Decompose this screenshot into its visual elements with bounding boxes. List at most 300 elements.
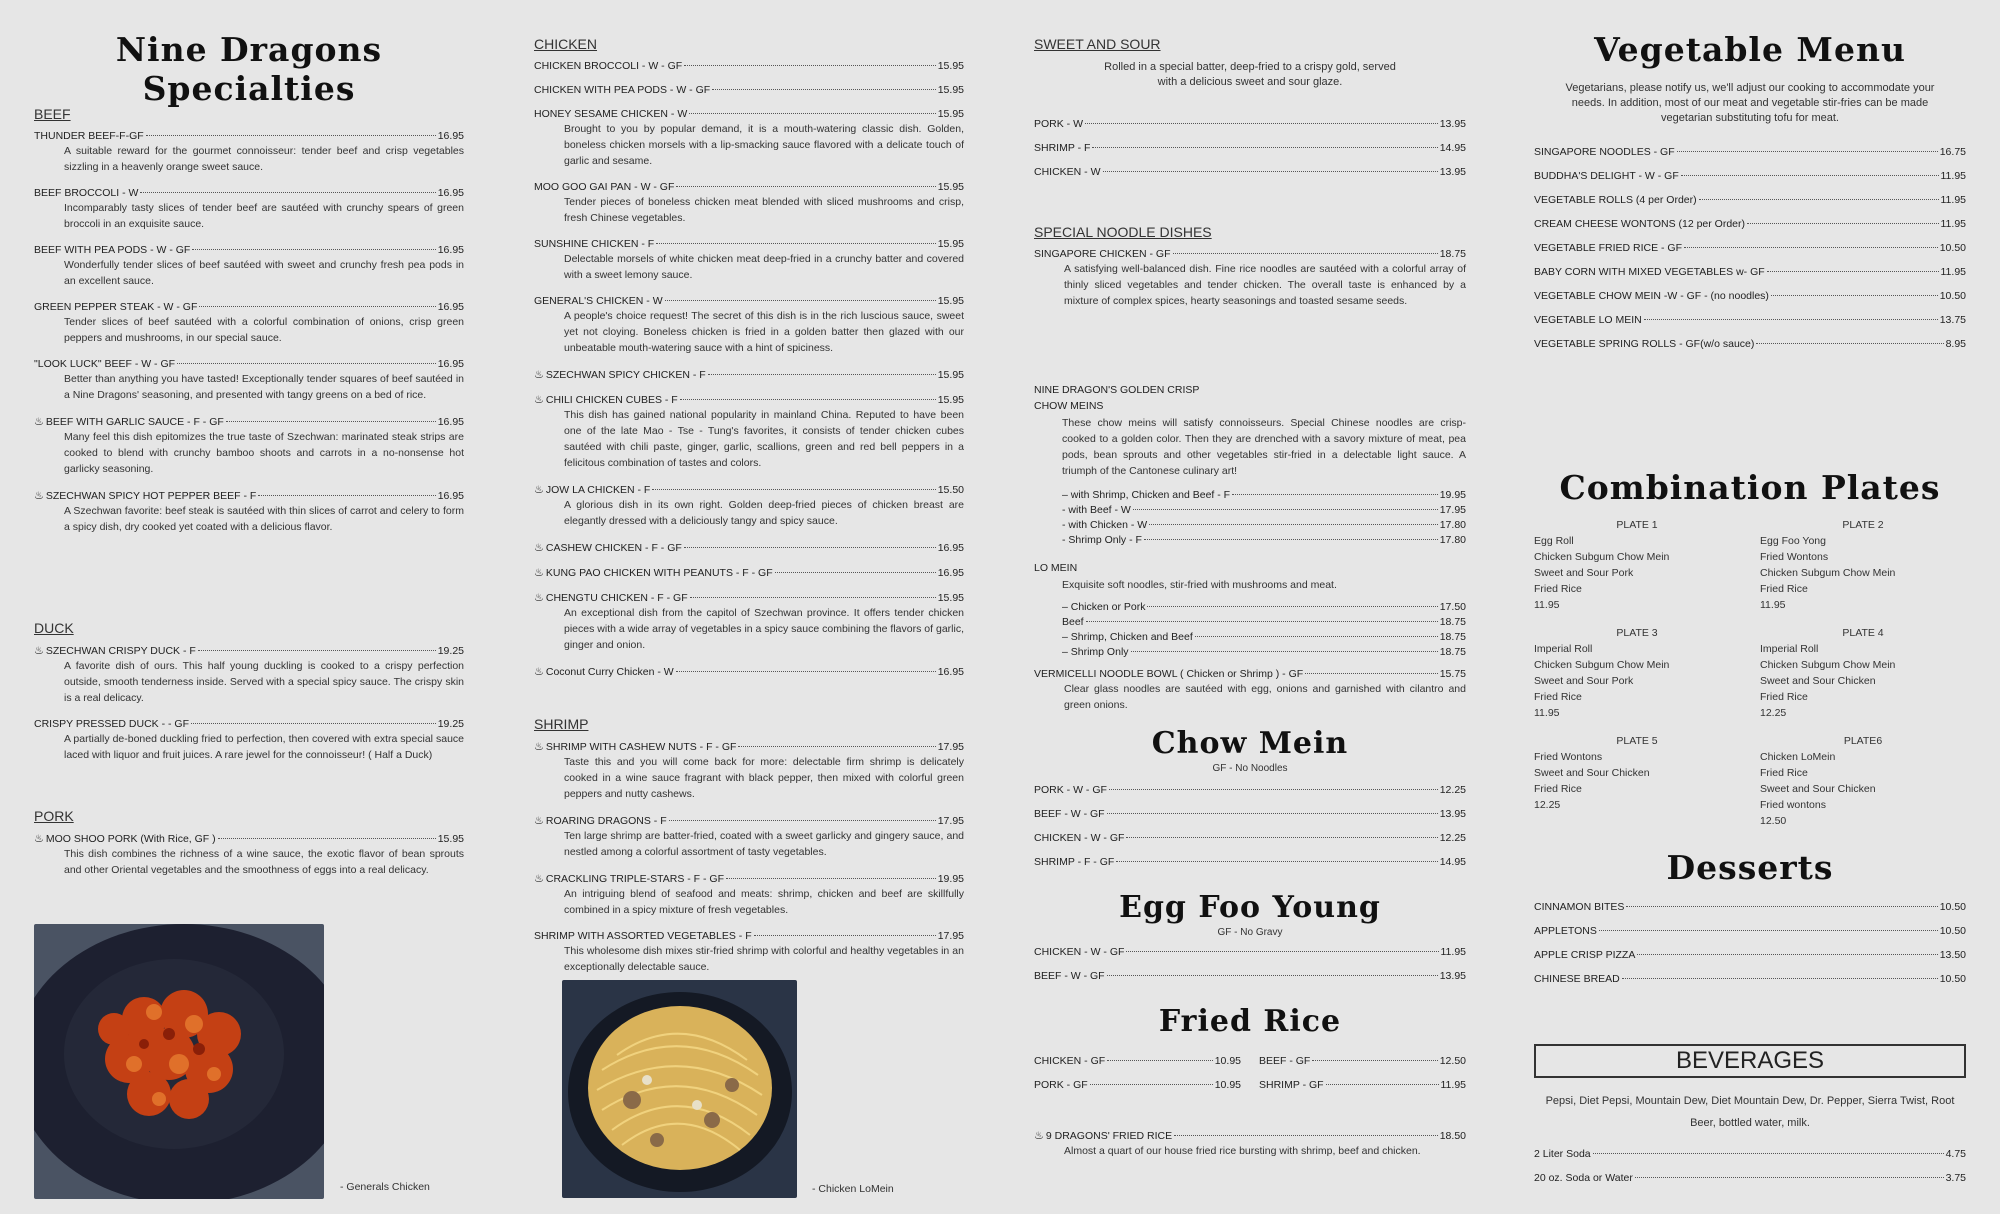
dot-leader xyxy=(1086,621,1438,622)
item-price: 12.25 xyxy=(1439,784,1466,796)
dot-leader xyxy=(1109,789,1438,790)
menu-item xyxy=(1034,808,1466,820)
item-name: CASHEW CHICKEN - F - GF xyxy=(545,542,682,554)
dot-leader xyxy=(1747,223,1938,224)
item-desc: A Szechwan favorite: beef steak is sautéed with thin slices of carrot and celery to form a spicy dish, dry cooked yet coated with a delicious flavor. xyxy=(64,505,464,533)
chicken-lomein-caption: - Chicken LoMein xyxy=(812,1183,894,1195)
item-price: 15.95 xyxy=(937,394,964,406)
item-price: 15.95 xyxy=(937,84,964,96)
pork-section xyxy=(34,808,464,890)
dot-leader xyxy=(690,597,936,598)
item-price: 18.50 xyxy=(1439,1130,1466,1142)
item-price: 15.95 xyxy=(937,108,964,120)
menu-item xyxy=(1034,1055,1241,1067)
menu-item xyxy=(1534,194,1966,206)
item-name: CRISPY PRESSED DUCK - - GF xyxy=(34,718,189,730)
item-name: APPLETONS xyxy=(1534,925,1597,937)
menu-item xyxy=(1259,1055,1466,1067)
item-name: – Shrimp, Chicken and Beef xyxy=(1062,631,1193,643)
item-price: 19.25 xyxy=(437,718,464,730)
item-name: BEEF WITH GARLIC SAUCE - F - GF xyxy=(45,416,224,428)
item-desc: Wonderfully tender slices of beef sautéed with sweet and crunchy fresh pea pods in an excellent sauce. xyxy=(64,259,464,287)
plate-label: PLATE 2 xyxy=(1842,519,1884,531)
dot-leader xyxy=(676,671,936,672)
item-desc: An intriguing blend of seafood and meats: shrimp, chicken and beef are skillfully combined in a spicy mixture of fresh vegetables. xyxy=(564,888,964,916)
dot-leader xyxy=(738,746,935,747)
menu-item xyxy=(534,181,964,226)
item-name: SUNSHINE CHICKEN - F xyxy=(534,238,655,250)
menu-item xyxy=(1062,534,1466,546)
column-chicken-shrimp xyxy=(534,0,964,1214)
item-price: 11.95 xyxy=(1940,194,1966,206)
dot-leader xyxy=(1699,199,1939,200)
menu-item xyxy=(1534,1148,1966,1160)
menu-item xyxy=(1034,1079,1241,1091)
item-name: "LOOK LUCK" BEEF - W - GF xyxy=(34,358,176,370)
item-name: CHICKEN WITH PEA PODS - W - GF xyxy=(534,84,711,96)
item-price: 12.50 xyxy=(1439,1055,1466,1067)
menu-item xyxy=(1034,856,1466,868)
menu-item xyxy=(1534,146,1966,158)
menu-item xyxy=(1034,970,1466,982)
item-price: 16.95 xyxy=(437,244,464,256)
plate-line: 11.95 xyxy=(1534,707,1560,719)
plate-line: Fried Wontons xyxy=(1534,751,1603,763)
item-price: 16.95 xyxy=(937,567,964,579)
item-price: 19.95 xyxy=(1439,489,1466,501)
dot-leader xyxy=(1149,524,1438,525)
item-desc: A glorious dish in its own right. Golden deep-fried pieces of chicken breast are elegantly dressed with a deliciously tangy and spicy sauce. xyxy=(564,499,964,527)
spicy-icon: ♨ xyxy=(534,815,544,827)
plate-line: Fried wontons xyxy=(1760,799,1826,811)
dot-leader xyxy=(1771,295,1938,296)
item-price: 3.75 xyxy=(1945,1172,1966,1184)
spicy-icon: ♨ xyxy=(534,484,544,496)
item-desc: A people's choice request! The secret of this dish is in the rich luscious sauce, sweet yet not cloying. Boneless chicken is fried in a golden batter then glazed with our unbeatable mouth-watering sauce with a hint of spiciness. xyxy=(564,310,964,354)
lomein-title: LO MEIN xyxy=(1034,562,1078,574)
veg-section xyxy=(1534,30,1966,362)
chicken-lomein-photo xyxy=(562,980,797,1198)
item-name: SHRIMP - F xyxy=(1034,142,1091,154)
eggfoo-list xyxy=(1034,946,1466,982)
plate-line: Egg Roll xyxy=(1534,535,1574,547)
dot-leader xyxy=(1107,813,1438,814)
item-name: - with Chicken - W xyxy=(1062,519,1148,531)
item-desc: Ten large shrimp are batter-fried, coated with a sweet garlicky and gingery sauce, and nestled among a colorful assortment of tasty vegetables. xyxy=(564,830,964,858)
beef-list xyxy=(34,130,464,535)
dot-leader xyxy=(1090,1084,1213,1085)
spicy-icon: ♨ xyxy=(534,666,544,678)
friedrice-section xyxy=(1034,1004,1466,1171)
item-name: CHILI CHICKEN CUBES - F xyxy=(545,394,678,406)
item-name: VEGETABLE SPRING ROLLS - GF(w/o sauce) xyxy=(1534,338,1755,350)
menu-item xyxy=(34,187,464,232)
menu-item xyxy=(534,60,964,72)
spicy-icon: ♨ xyxy=(34,416,44,428)
column-specialties xyxy=(34,0,464,1214)
item-price: 16.95 xyxy=(437,416,464,428)
plate-line: Fried Wontons xyxy=(1760,551,1829,563)
combo-plate xyxy=(1760,517,1966,613)
item-desc: A suitable reward for the gourmet connoisseur: tender beef and crisp vegetables sizzling in a heavenly orange sweet sauce. xyxy=(64,145,464,173)
plate-line: 12.50 xyxy=(1760,815,1787,827)
item-name: VEGETABLE ROLLS (4 per Order) xyxy=(1534,194,1697,206)
menu-item xyxy=(1534,338,1966,350)
item-price: 11.95 xyxy=(1940,266,1966,278)
item-name: SINGAPORE NOODLES - GF xyxy=(1534,146,1675,158)
chowmein-section xyxy=(1034,726,1466,880)
dot-leader xyxy=(258,495,435,496)
item-price: 15.95 xyxy=(937,181,964,193)
combo-plate xyxy=(1760,733,1966,829)
plate-line: Sweet and Sour Chicken xyxy=(1760,783,1876,795)
menu-item xyxy=(34,832,464,878)
item-price: 8.95 xyxy=(1945,338,1966,350)
sweet-sour-heading: SWEET AND SOUR xyxy=(1034,36,1161,52)
plate-line: Fried Rice xyxy=(1760,583,1808,595)
item-price: 11.95 xyxy=(1940,218,1966,230)
dot-leader xyxy=(1133,509,1438,510)
item-name: 2 Liter Soda xyxy=(1534,1148,1591,1160)
golden-crisp-desc: These chow meins will satisfy connoisseurs. Special Chinese noodles are crisp-cooked to a golden color. Then they are drenched with a savory mixture of meat, pea pods, bean sprouts and other vegetables stir-fried in a delectable light sauce. A triumph of the Cantonese culinary art! xyxy=(1062,417,1466,477)
item-desc: Incomparably tasty slices of tender beef are sautéed with crunchy spears of green broccoli in an exquisite sauce. xyxy=(64,202,464,230)
menu-item xyxy=(534,566,964,579)
item-price: 15.95 xyxy=(937,238,964,250)
menu-item xyxy=(534,393,964,471)
item-name: SHRIMP - F - GF xyxy=(1034,856,1115,868)
menu-item xyxy=(1534,949,1966,961)
dot-leader xyxy=(680,399,936,400)
menu-item xyxy=(1062,601,1466,613)
item-price: 11.95 xyxy=(1440,1079,1466,1091)
menu-item xyxy=(534,740,964,802)
dot-leader xyxy=(669,820,936,821)
item-desc: Better than anything you have tasted! Exceptionally tender squares of beef sautéed in a Nine Dragons' seasoning, and presented with tangy greens on a bed of rice. xyxy=(64,373,464,401)
item-price: 15.95 xyxy=(437,833,464,845)
dot-leader xyxy=(1593,1153,1944,1154)
dot-leader xyxy=(1147,606,1437,607)
item-name: CHICKEN BROCCOLI - W - GF xyxy=(534,60,683,72)
plate-line: Fried Rice xyxy=(1534,783,1582,795)
plate-line: Chicken Subgum Chow Mein xyxy=(1760,659,1896,671)
eggfoo-title: Egg Foo Young xyxy=(1119,890,1381,925)
menu-item xyxy=(1534,170,1966,182)
dot-leader xyxy=(1107,1060,1213,1061)
item-price: 13.75 xyxy=(1939,314,1966,326)
item-price: 10.95 xyxy=(1214,1079,1241,1091)
menu-item xyxy=(1534,973,1966,985)
item-name: SHRIMP WITH ASSORTED VEGETABLES - F xyxy=(534,930,752,942)
item-price: 4.75 xyxy=(1945,1148,1966,1160)
shrimp-section xyxy=(534,716,964,987)
menu-item xyxy=(534,665,964,678)
item-name: JOW LA CHICKEN - F xyxy=(545,484,651,496)
pork-list xyxy=(34,832,464,878)
noodle-heading: SPECIAL NOODLE DISHES xyxy=(1034,224,1212,240)
dot-leader xyxy=(1637,954,1937,955)
chicken-section xyxy=(534,36,964,690)
item-name: BUDDHA'S DELIGHT - W - GF xyxy=(1534,170,1679,182)
plate-label: PLATE 4 xyxy=(1842,627,1884,639)
item-desc: This dish has gained national popularity in mainland China. Reputed to have been one of the late Mao - Tse - Tung's favorites, it consists of tender chicken cubes sautéed with chili paste, ginger, garlic, scallions, green and red bell peppers in a felicitous combination of tastes and colors. xyxy=(564,409,964,469)
spicy-icon: ♨ xyxy=(534,394,544,406)
golden-crisp-section xyxy=(1034,382,1466,549)
item-name: SHRIMP - GF xyxy=(1259,1079,1324,1091)
dot-leader xyxy=(1767,271,1939,272)
dot-leader xyxy=(726,878,936,879)
item-name: CHICKEN - W - GF xyxy=(1034,946,1125,958)
menu-item xyxy=(1534,266,1966,278)
plate-label: PLATE 5 xyxy=(1616,735,1658,747)
dot-leader xyxy=(665,300,936,301)
dot-leader xyxy=(1312,1060,1437,1061)
dot-leader xyxy=(656,243,936,244)
menu-item xyxy=(534,108,964,169)
dot-leader xyxy=(146,135,436,136)
menu-item xyxy=(534,872,964,918)
spicy-icon: ♨ xyxy=(534,873,544,885)
item-name: CREAM CHEESE WONTONS (12 per Order) xyxy=(1534,218,1746,230)
eggfoo-section xyxy=(1034,890,1466,994)
item-desc: Almost a quart of our house fried rice bursting with shrimp, beef and chicken. xyxy=(1064,1145,1421,1157)
menu-item xyxy=(534,930,964,975)
shrimp-heading: SHRIMP xyxy=(534,716,589,732)
item-name: BEEF - GF xyxy=(1259,1055,1311,1067)
item-price: 15.75 xyxy=(1439,668,1466,680)
menu-item xyxy=(1034,142,1466,154)
menu-item xyxy=(1062,519,1466,531)
menu-item xyxy=(534,591,964,653)
item-name: VERMICELLI NOODLE BOWL ( Chicken or Shrimp ) - GF xyxy=(1034,668,1304,680)
dot-leader xyxy=(1092,147,1437,148)
dot-leader xyxy=(198,650,436,651)
plate-line: 11.95 xyxy=(1760,599,1786,611)
item-price: 16.95 xyxy=(437,187,464,199)
item-price: 10.50 xyxy=(1939,973,1966,985)
duck-list xyxy=(34,644,464,763)
dot-leader xyxy=(1107,975,1438,976)
plate-label: PLATE 1 xyxy=(1616,519,1658,531)
menu-item xyxy=(1534,314,1966,326)
item-price: 18.75 xyxy=(1439,248,1466,260)
item-name: GENERAL'S CHICKEN - W xyxy=(534,295,663,307)
menu-item xyxy=(34,644,464,706)
column-veg-combo xyxy=(1534,0,1966,1214)
menu-item xyxy=(1534,242,1966,254)
dot-leader xyxy=(1116,861,1437,862)
item-price: 10.50 xyxy=(1939,925,1966,937)
menu-item xyxy=(1062,616,1466,628)
item-price: 16.95 xyxy=(437,358,464,370)
item-name: ROARING DRAGONS - F xyxy=(545,815,667,827)
menu-item xyxy=(34,415,464,477)
menu-item xyxy=(1534,925,1966,937)
plate-line: Fried Rice xyxy=(1760,767,1808,779)
item-price: 19.25 xyxy=(437,645,464,657)
dot-leader xyxy=(1144,539,1438,540)
dot-leader xyxy=(140,192,435,193)
item-price: 10.95 xyxy=(1214,1055,1241,1067)
item-name: APPLE CRISP PIZZA xyxy=(1534,949,1636,961)
item-name: BEEF - W - GF xyxy=(1034,808,1105,820)
desserts-list xyxy=(1534,901,1966,985)
sweet-sour-section xyxy=(1034,36,1466,190)
item-price: 14.95 xyxy=(1439,856,1466,868)
menu-item xyxy=(34,244,464,289)
item-name: – Chicken or Pork xyxy=(1062,601,1146,613)
chowmein-title: Chow Mein xyxy=(1151,726,1349,761)
item-name: 20 oz. Soda or Water xyxy=(1534,1172,1633,1184)
menu-item xyxy=(1034,166,1466,178)
item-name: SZECHWAN SPICY CHICKEN - F xyxy=(545,369,706,381)
item-name: VEGETABLE FRIED RICE - GF xyxy=(1534,242,1682,254)
menu-item xyxy=(34,130,464,175)
chowmein-list xyxy=(1034,784,1466,868)
item-name: CHENGTU CHICKEN - F - GF xyxy=(545,592,688,604)
plate-line: Sweet and Sour Chicken xyxy=(1534,767,1650,779)
item-name: – Shrimp Only xyxy=(1062,646,1129,658)
dot-leader xyxy=(1684,247,1938,248)
item-name: CHICKEN - GF xyxy=(1034,1055,1106,1067)
noodle-section xyxy=(1034,224,1466,321)
plate-line: Fried Rice xyxy=(1760,691,1808,703)
item-name: MOO GOO GAI PAN - W - GF xyxy=(534,181,675,193)
item-name: BEEF BROCCOLI - W xyxy=(34,187,139,199)
item-desc: This dish combines the richness of a wine sauce, the exotic flavor of bean sprouts and other Oriental vegetables and the smoothness of eggs into a real delicacy. xyxy=(64,848,464,876)
dot-leader xyxy=(1085,123,1438,124)
plate-line: Sweet and Sour Chicken xyxy=(1760,675,1876,687)
plate-line: 12.25 xyxy=(1760,707,1787,719)
sweet-sour-list xyxy=(1034,118,1466,178)
menu-item xyxy=(1534,901,1966,913)
spicy-icon: ♨ xyxy=(534,542,544,554)
menu-item xyxy=(1534,218,1966,230)
eggfoo-sub: GF - No Gravy xyxy=(1217,927,1283,938)
item-price: 17.95 xyxy=(1439,504,1466,516)
dot-leader xyxy=(191,723,436,724)
item-name: SZECHWAN SPICY HOT PEPPER BEEF - F xyxy=(45,490,257,502)
plate-line: 11.95 xyxy=(1534,599,1560,611)
spicy-icon: ♨ xyxy=(34,490,44,502)
dot-leader xyxy=(1635,1177,1944,1178)
plate-label: PLATE6 xyxy=(1843,735,1883,747)
menu-item xyxy=(1034,832,1466,844)
dot-leader xyxy=(684,65,936,66)
item-price: 16.95 xyxy=(437,490,464,502)
dot-leader xyxy=(712,89,936,90)
plate-line: Chicken LoMein xyxy=(1760,751,1836,763)
menu-item xyxy=(534,814,964,860)
item-price: 17.50 xyxy=(1439,601,1466,613)
item-name: GREEN PEPPER STEAK - W - GF xyxy=(34,301,198,313)
menu-item xyxy=(1062,504,1466,516)
item-desc: Tender slices of beef sautéed with a colorful combination of onions, crisp green peppers and mushrooms, in our special sauce. xyxy=(64,316,464,344)
menu-item xyxy=(1034,118,1466,130)
item-desc: A satisfying well-balanced dish. Fine rice noodles are sautéed with a colorful array of thinly sliced vegetables and tender chicken. The overall taste is enhanced by a mixture of complex spices, hearty seasonings and toasted sesame seeds. xyxy=(1064,263,1466,307)
plate-line: Egg Foo Yong xyxy=(1760,535,1826,547)
dot-leader xyxy=(192,249,435,250)
menu-item xyxy=(1534,1172,1966,1184)
item-name: SINGAPORE CHICKEN - GF xyxy=(1034,248,1171,260)
beef-heading: BEEF xyxy=(34,106,71,122)
sweet-sour-intro: Rolled in a special batter, deep-fried to a crispy gold, served with a delicious sweet and sour glaze. xyxy=(1104,61,1396,88)
dot-leader xyxy=(754,935,936,936)
dot-leader xyxy=(218,838,436,839)
item-name: SZECHWAN CRISPY DUCK - F xyxy=(45,645,196,657)
item-price: 16.95 xyxy=(937,666,964,678)
item-price: 17.80 xyxy=(1439,519,1466,531)
combo-plate xyxy=(1760,625,1966,721)
chowmein-sub: GF - No Noodles xyxy=(1212,763,1288,774)
item-desc: Taste this and you will come back for more: delectable firm shrimp is delicately cooked in a wine sauce fragrant with black pepper, then mixed with colorful green peppers and nutty cashews. xyxy=(564,756,964,800)
item-price: 15.95 xyxy=(937,592,964,604)
lomein-section xyxy=(1034,560,1466,725)
plate-line: Fried Rice xyxy=(1534,691,1582,703)
item-price: 11.95 xyxy=(1940,170,1966,182)
friedrice-title: Fried Rice xyxy=(1158,1004,1342,1039)
golden-crisp-subtitle: CHOW MEINS xyxy=(1034,400,1104,412)
spicy-icon: ♨ xyxy=(534,741,544,753)
menu-item xyxy=(1534,290,1966,302)
shrimp-list xyxy=(534,740,964,975)
dot-leader xyxy=(684,547,936,548)
item-price: 14.95 xyxy=(1439,142,1466,154)
dot-leader xyxy=(1326,1084,1439,1085)
menu-item xyxy=(34,358,464,403)
item-name: CINNAMON BITES xyxy=(1534,901,1625,913)
chicken-list xyxy=(534,60,964,678)
spicy-icon: ♨ xyxy=(534,592,544,604)
item-price: 18.75 xyxy=(1439,616,1466,628)
dot-leader xyxy=(1681,175,1939,176)
menu-item xyxy=(1034,784,1466,796)
veg-list xyxy=(1534,146,1966,350)
dot-leader xyxy=(1599,930,1938,931)
spicy-icon: ♨ xyxy=(34,645,44,657)
item-price: 13.95 xyxy=(1439,166,1466,178)
item-name: SHRIMP WITH CASHEW NUTS - F - GF xyxy=(545,741,737,753)
lomein-desc: Exquisite soft noodles, stir-fried with mushrooms and meat. xyxy=(1062,579,1337,591)
plate-line: Fried Rice xyxy=(1534,583,1582,595)
generals-chicken-caption: - Generals Chicken xyxy=(340,1181,430,1193)
desserts-section xyxy=(1534,848,1966,997)
dot-leader xyxy=(1131,651,1438,652)
vermicelli-item xyxy=(1034,668,1466,713)
combo-plate xyxy=(1534,625,1740,721)
item-name: MOO SHOO PORK (With Rice, GF ) xyxy=(45,833,216,845)
item-name: CHICKEN - W xyxy=(1034,166,1101,178)
item-price: 11.95 xyxy=(1440,946,1466,958)
item-price: 13.95 xyxy=(1439,808,1466,820)
item-price: 17.80 xyxy=(1439,534,1466,546)
item-price: 16.95 xyxy=(437,130,464,142)
item-name: VEGETABLE CHOW MEIN -W - GF - (no noodles) xyxy=(1534,290,1769,302)
lomein-list xyxy=(1034,601,1466,658)
item-desc: A partially de-boned duckling fried to perfection, then covered with extra special sauce laced with liquor and fruit juices. A rare jewel for the connoisseur! ( Half a Duck) xyxy=(64,733,464,761)
dot-leader xyxy=(689,113,935,114)
dot-leader xyxy=(226,421,436,422)
duck-heading: DUCK xyxy=(34,620,74,636)
menu-item xyxy=(34,489,464,535)
combo-plate xyxy=(1534,733,1740,829)
dot-leader xyxy=(708,374,936,375)
dot-leader xyxy=(1756,343,1943,344)
singapore-chicken-item xyxy=(1034,248,1466,309)
item-name: THUNDER BEEF-F-GF xyxy=(34,130,144,142)
combo-plates xyxy=(1534,517,1966,829)
menu-item xyxy=(34,718,464,763)
item-name: CHICKEN - W - GF xyxy=(1034,832,1125,844)
